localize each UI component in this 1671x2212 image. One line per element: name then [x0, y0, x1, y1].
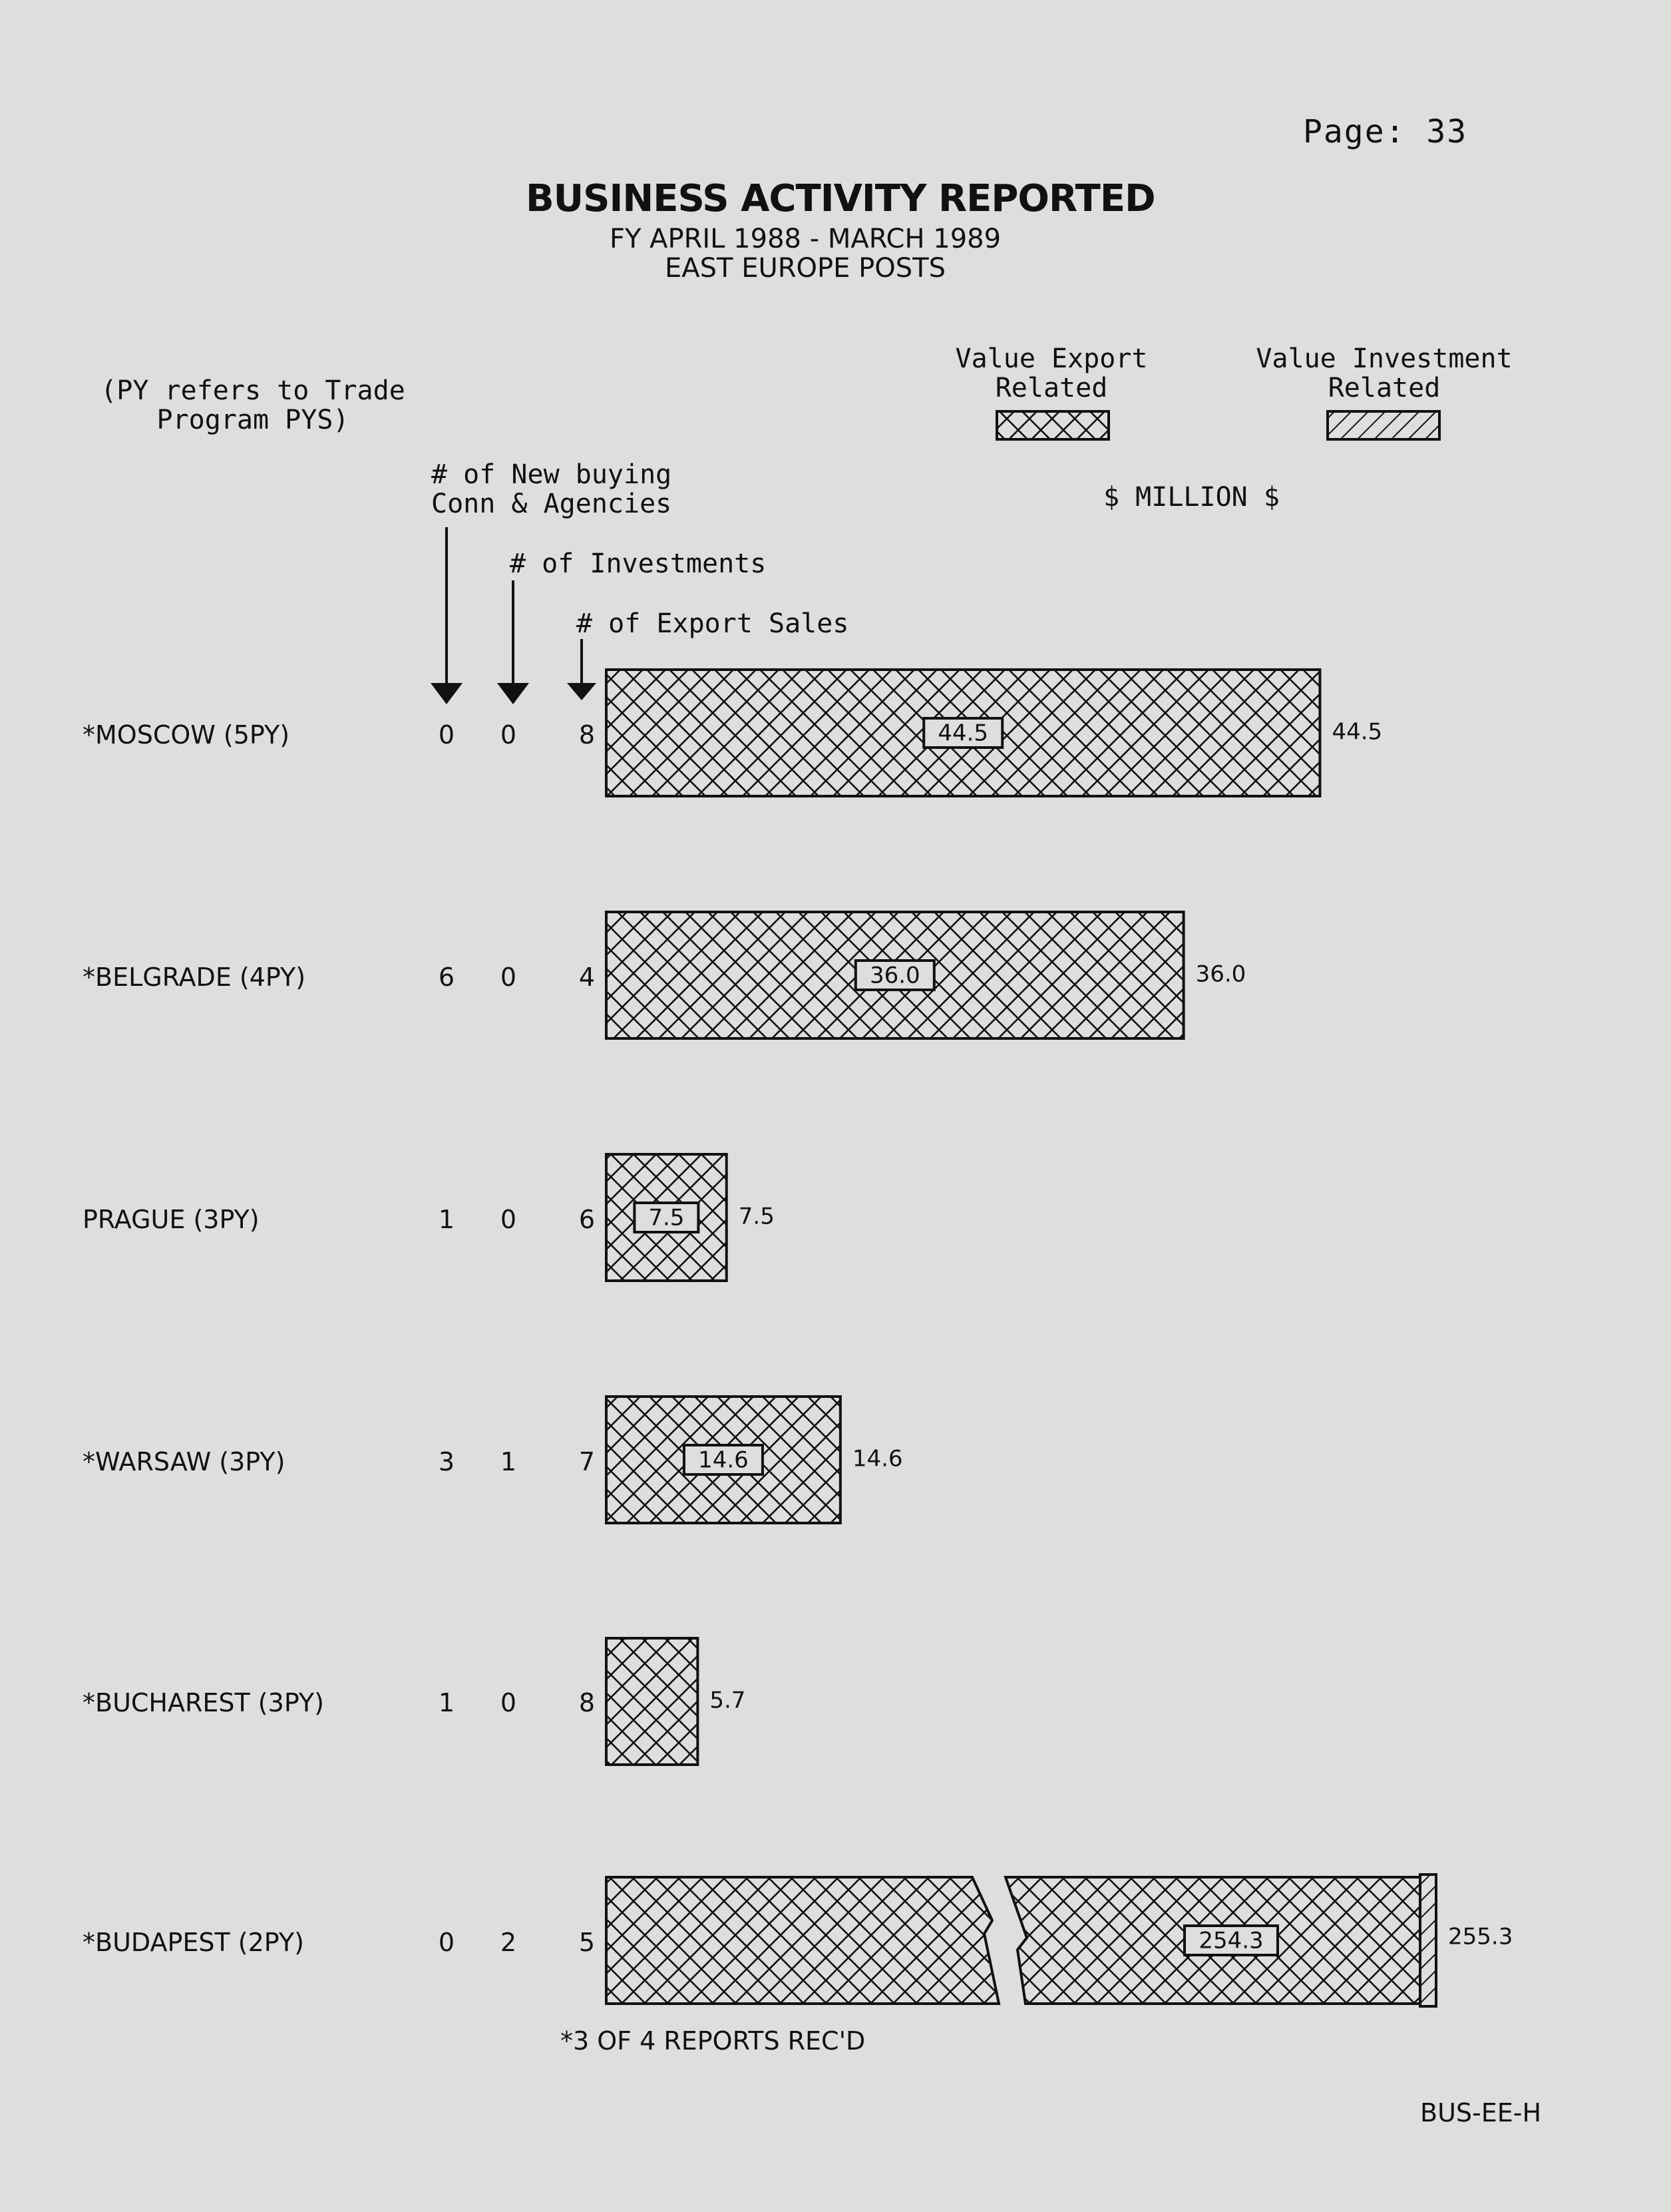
count-new-buying-moscow: 0 [438, 720, 455, 750]
count-investments-moscow: 0 [500, 720, 517, 750]
row-label-warsaw: *WARSAW (3PY) [83, 1447, 285, 1476]
legend-export-swatch [997, 411, 1109, 439]
arrow-investments [497, 580, 529, 704]
legend-invest-label-line1: Value Investment [1256, 343, 1513, 374]
row-label-moscow: *MOSCOW (5PY) [83, 720, 290, 750]
count-new-buying-belgrade: 6 [438, 963, 455, 992]
count-export-sales-belgrade: 4 [578, 963, 596, 992]
legend-export-label-line2: Related [995, 373, 1108, 403]
count-new-buying-prague: 1 [438, 1205, 455, 1234]
row-label-prague: PRAGUE (3PY) [83, 1205, 260, 1234]
count-investments-bucharest: 0 [500, 1688, 517, 1717]
bar-investment-budapestpy [1420, 1875, 1436, 2006]
count-investments-prague: 0 [500, 1205, 517, 1234]
total-label-moscowpy: 44.5 [1332, 718, 1383, 746]
inner-label-moscowpy: 44.5 [938, 720, 989, 747]
footnote: *3 OF 4 REPORTS REC'D [560, 2026, 866, 2056]
count-investments-belgrade: 0 [500, 963, 517, 992]
total-label-praguepy: 7.5 [738, 1203, 775, 1230]
inner-label-warsawpy: 14.6 [698, 1446, 749, 1474]
count-export-sales-bucharest: 8 [578, 1688, 596, 1717]
chart-subtitle-period: FY APRIL 1988 - MARCH 1989 [609, 224, 1002, 254]
count-investments-warsaw: 1 [500, 1447, 517, 1476]
legend-invest-swatch [1328, 411, 1439, 439]
py-note-line1: (PY refers to Trade [100, 375, 405, 406]
total-label-bucharestpy: 5.7 [709, 1687, 746, 1714]
units-label: $ MILLION $ [1103, 482, 1280, 513]
count-export-sales-warsaw: 7 [578, 1447, 596, 1476]
count-export-sales-budapest: 5 [578, 1928, 596, 1957]
row-label-belgrade: *BELGRADE (4PY) [83, 963, 306, 992]
row-label-bucharest: *BUCHAREST (3PY) [83, 1688, 324, 1717]
chart-title: BUSINESS ACTIVITY REPORTED [526, 177, 1155, 220]
arrow-new-buying [431, 527, 463, 704]
count-export-sales-prague: 6 [578, 1205, 596, 1234]
inner-label-belgradepy: 36.0 [869, 962, 920, 989]
page-number: Page: 33 [1303, 113, 1468, 150]
count-new-buying-bucharest: 1 [438, 1688, 455, 1717]
count-new-buying-warsaw: 3 [438, 1447, 455, 1476]
col-header-new-buying-line2: Conn & Agencies [431, 489, 672, 519]
row-label-budapest: *BUDAPEST (2PY) [83, 1928, 304, 1957]
inner-label-praguepy: 7.5 [648, 1204, 685, 1231]
chart-subtitle-region: EAST EUROPE POSTS [665, 253, 946, 284]
count-export-sales-moscow: 8 [578, 720, 596, 750]
legend-invest-label-line2: Related [1328, 373, 1441, 403]
arrow-export-sales [567, 639, 596, 700]
total-label-warsawpy: 14.6 [852, 1445, 903, 1472]
bar-export-budapestpy-part1 [606, 1877, 999, 2004]
bars-layer [606, 670, 1513, 2006]
count-investments-budapest: 2 [500, 1928, 517, 1957]
inner-label-budapestpy: 254.3 [1199, 1927, 1264, 1954]
total-label-belgradepy: 36.0 [1195, 961, 1246, 988]
count-new-buying-budapest: 0 [438, 1928, 455, 1957]
bar-export-bucharestpy [606, 1638, 697, 1765]
col-header-new-buying-line1: # of New buying [431, 459, 672, 490]
footer-code: BUS-EE-H [1420, 2098, 1542, 2127]
total-label-budapestpy: 255.3 [1448, 1923, 1513, 1950]
legend-export-label-line1: Value Export [955, 343, 1148, 374]
col-header-export-sales: # of Export Sales [576, 608, 849, 639]
col-header-investments: # of Investments [510, 549, 767, 579]
py-note-line2: Program PYS) [156, 405, 349, 435]
